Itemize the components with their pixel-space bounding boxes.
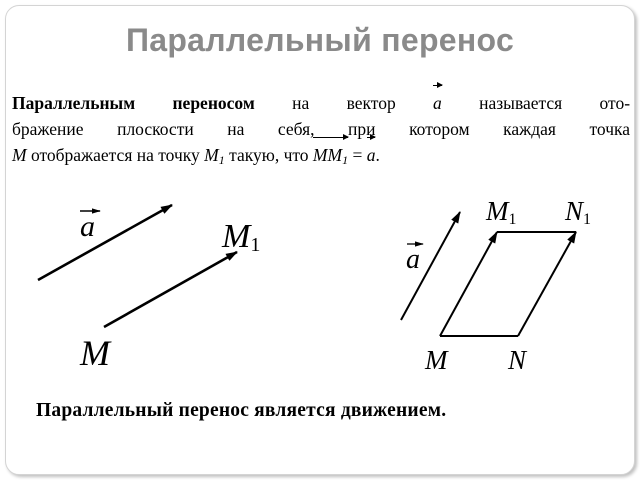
definition-such-that: такую, что	[229, 145, 309, 165]
parallelogram-translation-m	[440, 232, 497, 336]
left-point-m1-letter: M	[222, 218, 251, 255]
right-point-m1-letter: M	[486, 196, 509, 226]
definition-period: .	[375, 145, 380, 165]
definition-point-m1-index: 1	[218, 153, 225, 167]
right-point-n-label: N	[508, 345, 527, 375]
definition-point-m1-letter: M	[204, 145, 219, 165]
definition-term: Параллельным переносом	[12, 93, 255, 113]
right-point-n1-letter: N	[565, 196, 584, 226]
right-vector-a-label: a	[406, 244, 420, 275]
right-point-m1-label	[485, 196, 517, 228]
parallelogram-translation-n	[518, 232, 576, 336]
right-point-m1-index: 1	[508, 211, 517, 228]
definition-vector-mm1-letters: MM	[312, 145, 343, 165]
definition-on-vector: на вектор	[292, 93, 396, 113]
right-point-m-label: M	[425, 345, 448, 375]
definition-line3-mid: отображается на точку	[30, 145, 200, 165]
page-title: Параллельный перенос	[125, 22, 515, 58]
left-point-m1-label	[221, 218, 260, 256]
definition-equals: =	[352, 145, 363, 165]
definition-vector-mm1-index: 1	[342, 153, 349, 167]
right-figure	[401, 196, 591, 375]
left-translation-arrow	[104, 252, 237, 327]
right-point-n1-label	[564, 196, 591, 228]
left-vector-a-label: a	[80, 210, 95, 243]
definition-line2-text: бражение плоскости на себя, при котором каждая точка	[12, 119, 630, 139]
conclusion-text: Параллельный перенос является движением.	[36, 400, 447, 421]
definition-line1-rest: называется ото-	[479, 93, 631, 113]
left-point-m-label: M	[80, 333, 110, 373]
definition-vector-a-label: a	[433, 93, 442, 113]
definition-vector-a-rhs-label: a	[366, 145, 376, 165]
left-point-m1-index: 1	[250, 234, 261, 256]
left-figure	[38, 205, 260, 373]
definition-point-m: M	[12, 145, 27, 165]
left-vector-a-arrow	[38, 205, 172, 280]
right-point-n1-index: 1	[583, 211, 592, 228]
